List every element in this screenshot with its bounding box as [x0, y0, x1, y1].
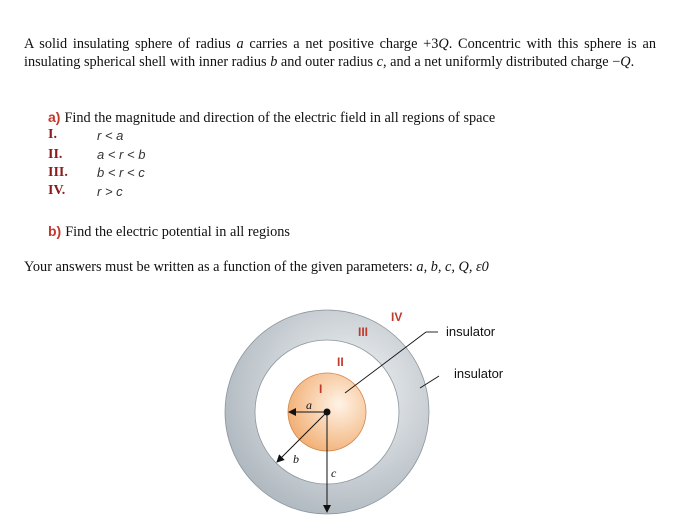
region-condition: b < r < c	[97, 165, 145, 180]
region-condition: a < r < b	[97, 147, 146, 162]
part-a-text: Find the magnitude and direction of the electric field in all regions of space	[64, 110, 496, 126]
region-condition: r > c	[97, 184, 123, 199]
region-label-i: I	[319, 382, 323, 396]
part-b-label: b)	[48, 223, 62, 239]
region-label-ii: II	[337, 355, 344, 369]
region-numeral: III.	[48, 165, 68, 180]
region-numeral: I.	[48, 127, 57, 142]
part-a-label: a)	[48, 109, 61, 125]
region-label-iv: IV	[391, 310, 403, 324]
part-b-text: Find the electric potential in all regions	[65, 224, 290, 240]
radius-label-c: c	[331, 466, 337, 480]
radius-label-b: b	[293, 452, 299, 466]
parameters: a, b, c, Q, ε0	[416, 259, 489, 275]
region-label-iii: III	[358, 325, 369, 339]
region-numeral: IV.	[48, 183, 66, 198]
center-point	[324, 409, 331, 416]
problem-statement: A solid insulating sphere of radius a carries a net positive charge +3Q. Concentric with this sphere is an insulating spherical shell with inner radius b and outer radius c, and a net uniformly distributed charge −Q.	[24, 36, 656, 70]
answer-note: Your answers must be written as a function of the given parameters: a, b, c, Q, ε0	[24, 259, 489, 275]
region-condition: r < a	[97, 128, 124, 143]
region-numeral: II.	[48, 147, 63, 162]
callout-insulator-shell: insulator	[454, 366, 504, 381]
radius-label-a: a	[306, 398, 312, 412]
callout-insulator-sphere: insulator	[446, 324, 496, 339]
